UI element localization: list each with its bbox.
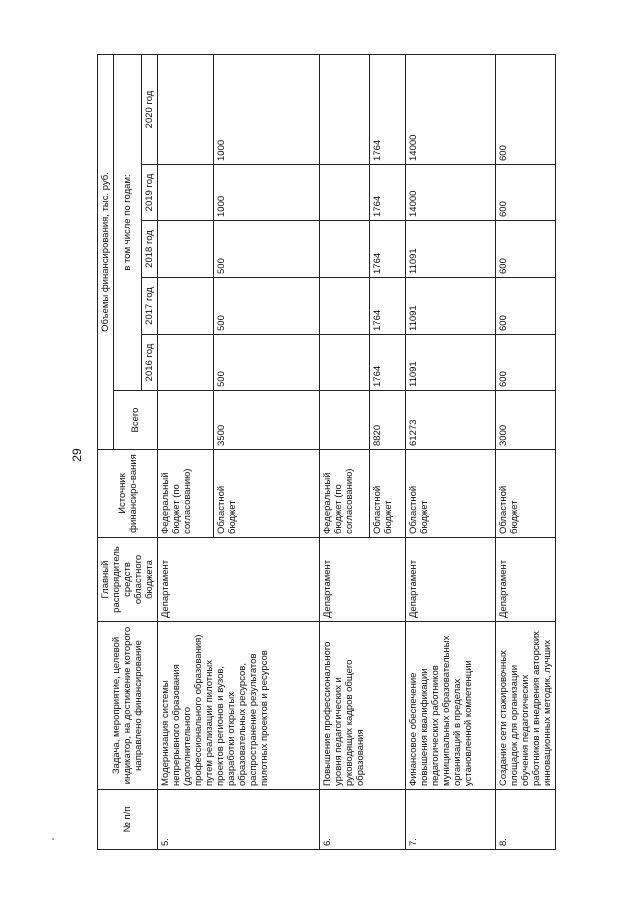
cell-2016: 500 [214,335,320,391]
cell-total [320,391,370,450]
header-by-years: в том числе по годам: [114,55,142,391]
cell-2016: 11091 [406,335,496,391]
cell-2016 [320,335,370,391]
cell-total: 3500 [214,391,320,450]
header-year-2020: 2020 год [142,55,158,165]
table-row [320,55,370,850]
scan-speck [52,838,54,840]
rotated-table-container [97,55,635,850]
row-manager: Департамент [496,538,556,622]
cell-total: 8820 [370,391,406,450]
header-manager: Главный распорядитель средств областного бюджета [98,538,158,622]
header-row-1 [98,55,114,850]
row-source: Федеральный бюджет (по согласованию) [158,450,214,538]
cell-2017: 1764 [370,278,406,335]
cell-total: 61273 [406,391,496,450]
cell-2018: 500 [214,221,320,278]
cell-2020 [320,55,370,165]
row-manager: Департамент [158,538,320,622]
row-task: Финансовое обеспечение повышения квалификации педагогических работников муниципальных образовательных организаций в пределах установленной компетенции [406,622,496,790]
header-year-2018: 2018 год [142,221,158,278]
row-task: Повышение профессионального уровня педагогических и руководящих кадров общего образования [320,622,406,790]
row-task: Создание сети стажировочных площадок для организации обучения педагогических работников и внедрения авторских инновационных методик, лучших [496,622,556,790]
financing-table [97,54,556,850]
table-row [158,55,214,850]
cell-2020: 14000 [406,55,496,165]
cell-2019: 1764 [370,165,406,221]
cell-2018 [320,221,370,278]
cell-2017: 500 [214,278,320,335]
cell-2016: 1764 [370,335,406,391]
row-source: Федеральный бюджет (по согласованию) [320,450,370,538]
cell-2016 [158,335,214,391]
cell-2017: 11091 [406,278,496,335]
cell-2019 [320,165,370,221]
cell-total [158,391,214,450]
cell-2020: 1000 [214,55,320,165]
row-source: Областной бюджет [496,450,556,538]
page-number: 29 [70,448,84,462]
cell-2018 [158,221,214,278]
row-source: Областной бюджет [214,450,320,538]
cell-2019: 1000 [214,165,320,221]
cell-2018: 11091 [406,221,496,278]
row-source: Областной бюджет [370,450,406,538]
header-year-2016: 2016 год [142,335,158,391]
row-num: 5. [158,790,320,850]
row-task: Модернизация системы непрерывного образования (дополнительного профессионального образования) путем реализации пилотных проектов регионов и вузов, разработки открытых образовательных ресурсов, распространение результатов пилотных проектов и ресурсов [158,622,320,790]
cell-2017 [320,278,370,335]
header-num: № п/п [98,790,158,850]
cell-2020: 600 [496,55,556,165]
row-manager: Департамент [406,538,496,622]
table-row [496,55,556,850]
header-total: Всего [114,391,158,450]
header-volumes: Объемы финансирования, тыс. руб. [98,55,114,450]
cell-2017: 600 [496,278,556,335]
cell-2018: 1764 [370,221,406,278]
row-num: 7. [406,790,496,850]
header-year-2017: 2017 год [142,278,158,335]
cell-2020: 1764 [370,55,406,165]
cell-2016: 600 [496,335,556,391]
header-source: Источник финансиро-вания [98,450,158,538]
cell-2020 [158,55,214,165]
table-row [406,55,496,850]
row-num: 8. [496,790,556,850]
header-task: Задача, мероприятие, целевой индикатор, на достижение которого направлено финансирование [98,622,158,790]
cell-2019 [158,165,214,221]
cell-2017 [158,278,214,335]
cell-total: 3000 [496,391,556,450]
cell-2018: 600 [496,221,556,278]
cell-2019: 14000 [406,165,496,221]
row-manager: Департамент [320,538,406,622]
row-source: Областной бюджет [406,450,496,538]
row-num: 6. [320,790,406,850]
cell-2019: 600 [496,165,556,221]
header-year-2019: 2019 год [142,165,158,221]
